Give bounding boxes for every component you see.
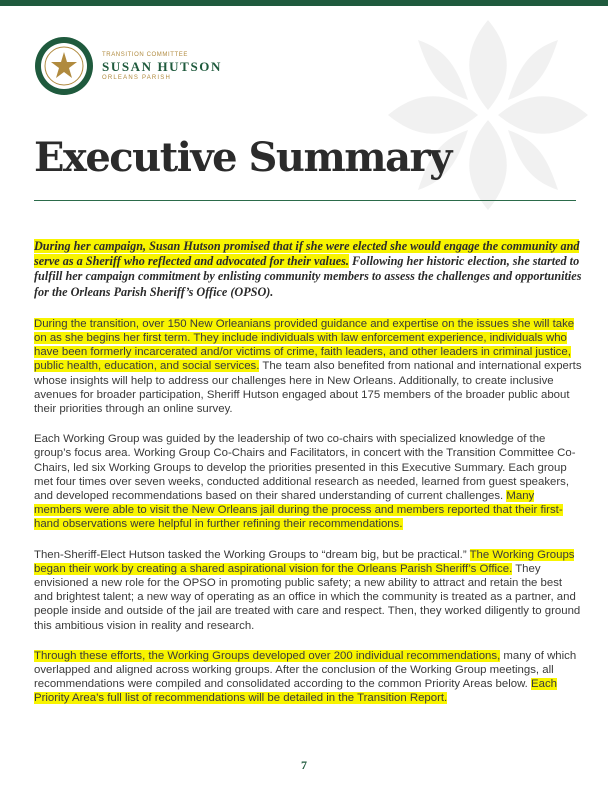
parish-label: ORLEANS PARISH [102,74,172,81]
title-divider [34,200,576,201]
page-title: Executive Summary [34,134,451,181]
paragraph-working-groups [34,432,582,531]
committee-seal-icon [34,36,94,96]
text-run: Then-Sheriff-Elect Hutson tasked the Working Groups to “dream big, but be practical.” [34,548,470,561]
watermark-pattern [338,10,608,240]
highlight: Through these efforts, the Working Groups developed over 200 individual recommendations, [34,649,501,662]
sheriff-name: SUSAN HUTSON [102,58,222,74]
intro-paragraph [34,239,582,300]
text-run: They envisioned a new role for the OPSO in promoting public safety; a new ability to attract and retain the best and brightest talent; a new way of operating as an office in which the community is treated as a partner, and people inside and outside of the jail are treated with care and respect. Then, they worked diligently to ground this ambitious vision in reality and research. [34,562,581,632]
committee-header [34,36,222,96]
paragraph-vision [34,548,582,633]
highlight: The Working Groups began their work by creating a shared aspirational vision for the Orleans Parish Sheriff’s Office. [34,548,575,575]
highlight: During her campaign, Susan Hutson promised that if she were elected she would engage the community and serve as a Sheriff who reflected and advocated for their values. [34,239,580,269]
top-accent-bar [0,0,608,6]
text-run: many of which overlapped and aligned across working groups. After the conclusion of the Working Group meetings, all recommendations were compiled and consolidated according to the common Priority Areas below. [34,649,577,691]
text-run: The team also benefited from national and international experts whose insights will help to address our challenges here in New Orleans. Additionally, to create inclusive avenues for broader participation, Sheriff Hutson engaged about 175 members of the broader public about their priorities through an online survey. [34,360,582,416]
committee-label: TRANSITION COMMITTEE [102,51,188,58]
page-number: 7 [301,758,307,772]
document-body [34,239,582,722]
highlight: During the transition, over 150 New Orleanians provided guidance and expertise on the issues she will take on as she begins her first term. They include individuals with law enforcement experience, individuals who have been formerly incarcerated and/or victims of crime, faith leaders, and other leaders in criminal justice, public health, education, and social services. [34,317,575,373]
paragraph-transition [34,317,582,416]
text-run: Each Working Group was guided by the leadership of two co-chairs with specialized knowledge of the group’s focus area. Working Group Co-Chairs and Facilitators, in concert with the Transition Committee Co-Chairs, led six Working Groups to develop the priorities presented in this Executive Summary. Each group met four times over seven weeks, conducted additional research as needed, learned from guest speakers, and developed recommendations based on their shared understanding of current challenges. [34,433,576,503]
highlight: Many members were able to visit the New Orleans jail during the process and members reported that their first-hand observations were helpful in further refining their recommendations. [34,490,563,531]
text-run: Following her historic election, she started to fulfill her campaign commitment by enlisting community members to assess the challenges and opportunities for the Orleans Parish Sheriff’s Office (OPSO). [34,254,582,299]
highlight: Each Priority Area’s full list of recommendations will be detailed in the Transition Report. [34,678,557,705]
paragraph-recommendations [34,649,582,706]
